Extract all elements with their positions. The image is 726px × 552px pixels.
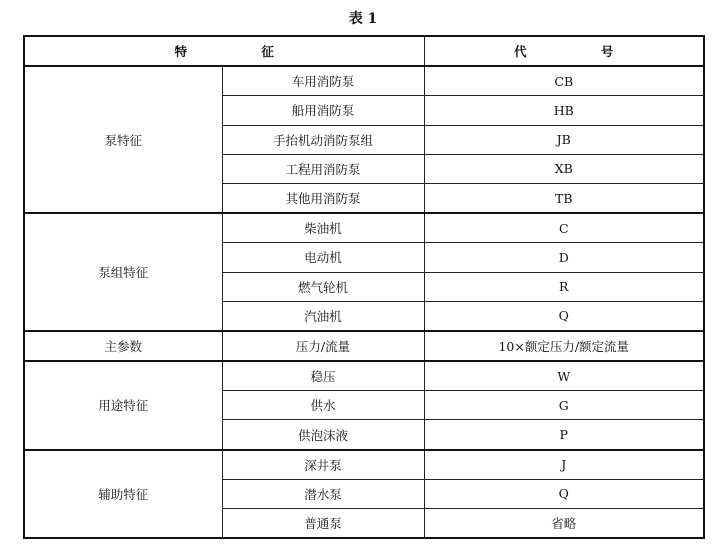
feature-cell: 船用消防泵	[222, 96, 424, 125]
feature-cell: 潜水泵	[222, 479, 424, 508]
code-cell: P	[424, 420, 704, 450]
code-cell: JB	[424, 125, 704, 154]
table-row	[24, 450, 704, 480]
group-main-param: 主参数	[24, 331, 222, 361]
feature-cell: 其他用消防泵	[222, 183, 424, 213]
feature-cell: 供泡沫液	[222, 420, 424, 450]
table-row	[24, 361, 704, 391]
code-cell: HB	[424, 96, 704, 125]
feature-cell: 工程用消防泵	[222, 154, 424, 183]
feature-cell: 供水	[222, 391, 424, 420]
group-pump: 泵特征	[24, 66, 222, 213]
code-cell: J	[424, 450, 704, 480]
feature-cell: 汽油机	[222, 301, 424, 331]
code-cell: 10×额定压力/额定流量	[424, 331, 704, 361]
feature-cell: 燃气轮机	[222, 272, 424, 301]
header-code: 代 号	[424, 36, 704, 66]
code-cell: XB	[424, 154, 704, 183]
table-caption: 表 1	[348, 11, 378, 27]
group-pump-set: 泵组特征	[24, 213, 222, 331]
feature-cell: 稳压	[222, 361, 424, 391]
table-row	[24, 66, 704, 96]
feature-cell: 柴油机	[222, 213, 424, 243]
code-cell: G	[424, 391, 704, 420]
table-row	[24, 213, 704, 243]
code-cell: Q	[424, 301, 704, 331]
code-cell: D	[424, 243, 704, 272]
feature-cell: 压力/流量	[222, 331, 424, 361]
table-header-row	[24, 36, 704, 66]
table-row	[24, 331, 704, 361]
header-feature: 特 征	[24, 36, 424, 66]
feature-cell: 深井泵	[222, 450, 424, 480]
code-cell: CB	[424, 66, 704, 96]
code-cell: R	[424, 272, 704, 301]
feature-cell: 普通泵	[222, 509, 424, 539]
code-cell: Q	[424, 479, 704, 508]
code-cell: W	[424, 361, 704, 391]
feature-cell: 电动机	[222, 243, 424, 272]
spec-table	[23, 35, 705, 539]
group-auxiliary: 辅助特征	[24, 450, 222, 539]
feature-cell: 手抬机动消防泵组	[222, 125, 424, 154]
code-cell: 省略	[424, 509, 704, 539]
feature-cell: 车用消防泵	[222, 66, 424, 96]
group-usage: 用途特征	[24, 361, 222, 450]
code-cell: C	[424, 213, 704, 243]
code-cell: TB	[424, 183, 704, 213]
